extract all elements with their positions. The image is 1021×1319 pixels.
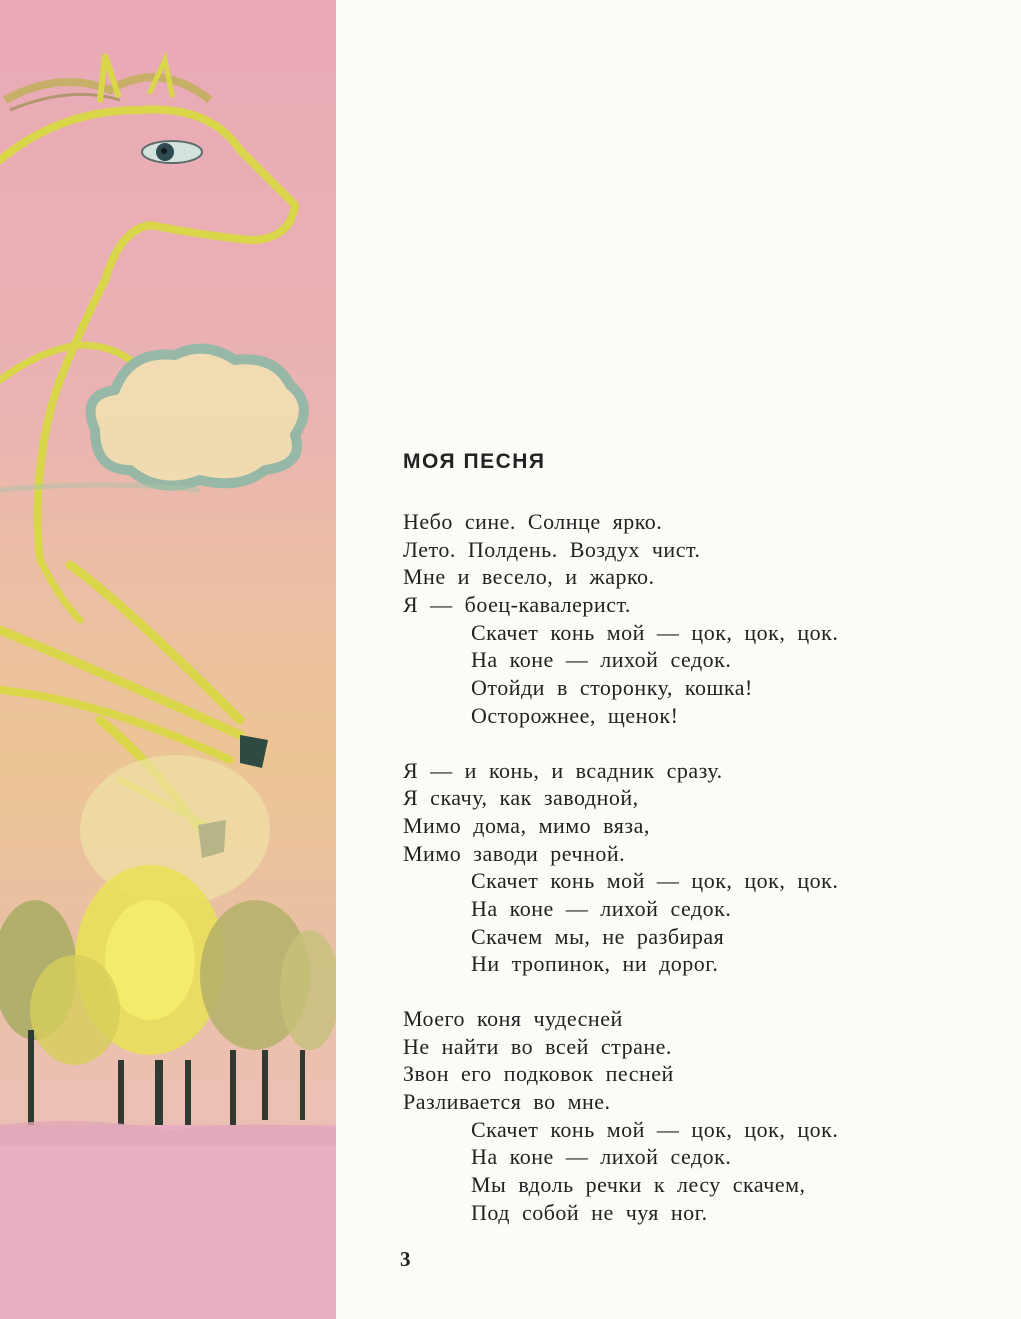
verse-line: Звон его подковок песней [403, 1061, 674, 1087]
refrain-line: Скачет конь мой — цок, цок, цок. [471, 1116, 839, 1142]
verse-line: Я — и конь, и всадник сразу. [403, 757, 723, 783]
refrain-line: Ни тропинок, ни дорог. [471, 951, 719, 977]
refrain-line: Осторожнее, щенок! [471, 702, 679, 728]
verse-line: Я скачу, как заводной, [403, 785, 639, 811]
poem-title: МОЯ ПЕСНЯ [403, 450, 546, 473]
poem-body [403, 508, 983, 1227]
verse-line: Не найти во всей стране. [403, 1033, 672, 1059]
horse-drawing [0, 0, 336, 1319]
verse-line: Лето. Полдень. Воздух чист. [403, 536, 701, 562]
verse-line: Мне и весело, и жарко. [403, 564, 655, 590]
refrain-line: На коне — лихой седок. [471, 1144, 732, 1170]
horse-illustration [0, 0, 336, 1319]
refrain-line: На коне — лихой седок. [471, 895, 732, 921]
page-number: 3 [400, 1247, 411, 1271]
verse-line: Мимо заводи речной. [403, 840, 626, 866]
verse-line: Мимо дома, мимо вяза, [403, 812, 650, 838]
refrain-line: Под собой не чуя ног. [471, 1199, 708, 1225]
refrain-line: На коне — лихой седок. [471, 647, 732, 673]
verse-line: Разливается во мне. [403, 1089, 611, 1115]
refrain-line: Скачет конь мой — цок, цок, цок. [471, 868, 839, 894]
stanza [403, 508, 983, 730]
refrain-line: Отойди в сторонку, кошка! [471, 675, 753, 701]
verse-line: Моего коня чудесней [403, 1006, 623, 1031]
refrain-line: Мы вдоль речки к лесу скачем, [471, 1172, 806, 1198]
stanza [403, 757, 983, 979]
stanza [403, 1005, 983, 1227]
poem [403, 450, 983, 1254]
refrain-line: Скачет конь мой — цок, цок, цок. [471, 619, 839, 645]
refrain-line: Скачем мы, не разбирая [471, 923, 725, 949]
verse-line: Я — боец-кавалерист. [403, 592, 631, 618]
verse-line: Небо сине. Солнце ярко. [403, 509, 663, 534]
